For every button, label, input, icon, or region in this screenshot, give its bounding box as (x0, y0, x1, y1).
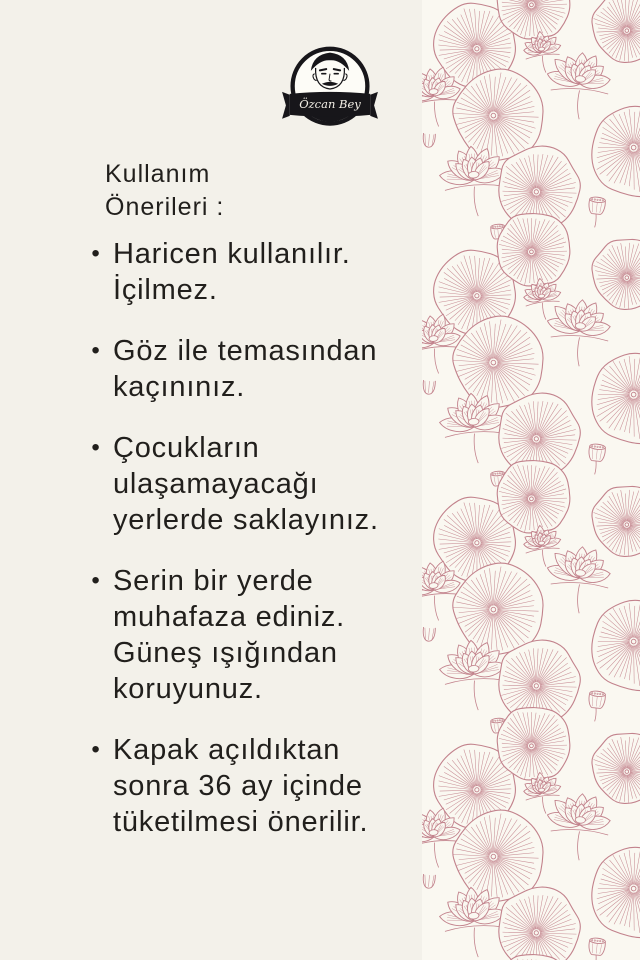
brand-name-text: Özcan Bey (299, 97, 361, 112)
bullet-dot: • (91, 736, 101, 763)
usage-bullet-item (90, 236, 435, 308)
bullet-dot: • (91, 240, 101, 267)
bullet-line: muhafaza ediniz. (113, 601, 346, 633)
bullet-line: ulaşamayacağı (113, 468, 319, 500)
bullet-line: Serin bir yerde (113, 565, 314, 597)
bullet-text (113, 333, 377, 405)
heading-line-2: Önerileri : (105, 193, 225, 221)
bullet-text (113, 236, 351, 308)
lotus-pattern-icon (422, 0, 640, 960)
usage-bullet-item (90, 333, 435, 405)
bullet-line: Güneş ışığından (113, 637, 338, 669)
bullet-line: Kapak açıldıktan (113, 734, 341, 766)
usage-bullet-item (90, 430, 435, 538)
usage-list (90, 236, 435, 865)
bullet-dot: • (91, 567, 101, 594)
bullet-line: kaçınınız. (113, 371, 246, 403)
heading-line-1: Kullanım (105, 160, 211, 188)
floral-pattern-panel (422, 0, 640, 960)
bullet-text (113, 563, 345, 707)
bullet-dot: • (91, 337, 101, 364)
bullet-line: yerlerde saklayınız. (113, 504, 379, 536)
bullet-line: İçilmez. (113, 274, 218, 306)
bullet-line: tüketilmesi önerilir. (113, 806, 369, 838)
brand-logo-badge (282, 44, 378, 136)
bullet-text (113, 732, 368, 840)
usage-bullet-item (90, 563, 435, 707)
usage-bullet-item (90, 732, 435, 840)
bullet-line: koruyunuz. (113, 673, 263, 705)
brand-badge-svg (282, 44, 378, 136)
bullet-text (113, 430, 379, 538)
bullet-dot: • (91, 434, 101, 461)
section-heading (105, 158, 224, 224)
bullet-line: sonra 36 ay içinde (113, 770, 363, 802)
badge-ribbon (282, 92, 378, 119)
bullet-line: Göz ile temasından (113, 335, 378, 367)
bullet-line: Haricen kullanılır. (113, 238, 351, 270)
bullet-line: Çocukların (113, 432, 260, 464)
